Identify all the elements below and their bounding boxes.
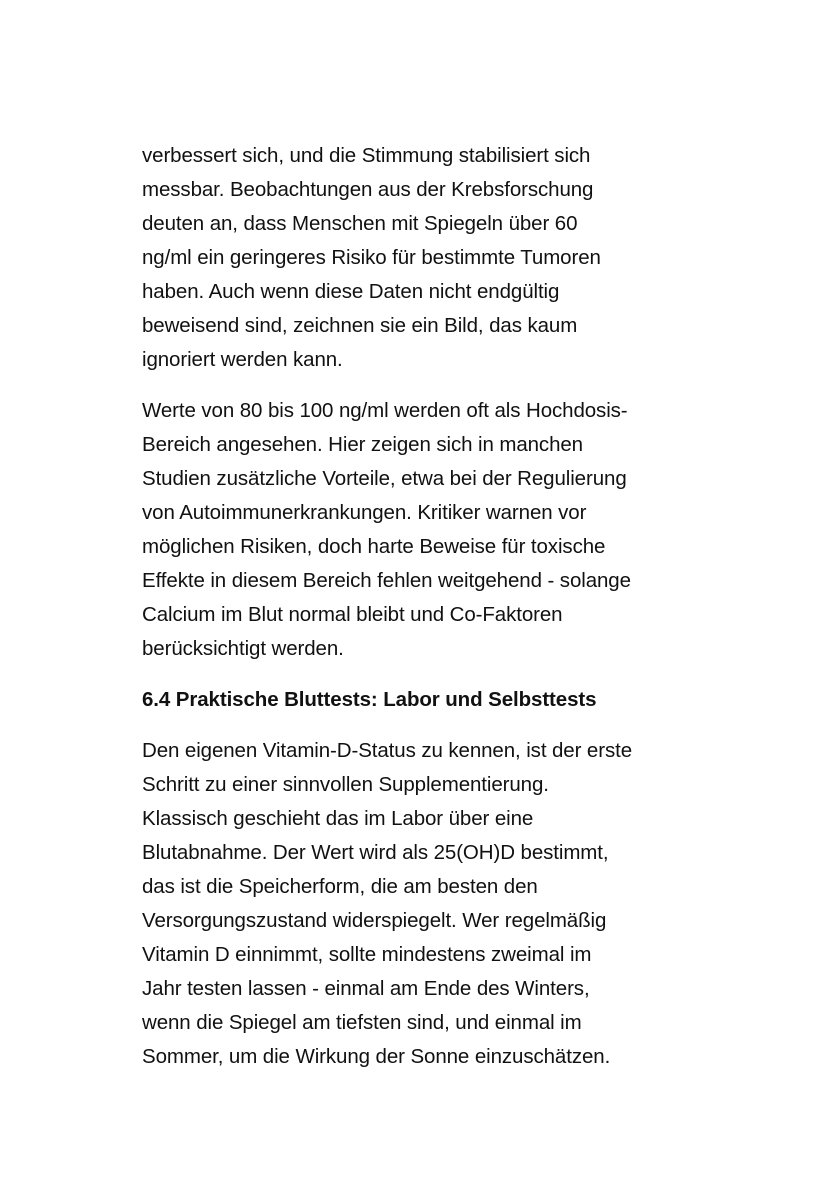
text-line: deuten an, dass Menschen mit Spiegeln über 60 xyxy=(142,212,578,235)
text-line: ignoriert werden kann. xyxy=(142,348,343,371)
text-line: Werte von 80 bis 100 ng/ml werden oft als Hochdosis- xyxy=(142,399,628,422)
text-line: Studien zusätzliche Vorteile, etwa bei der Regulierung xyxy=(142,467,627,490)
text-line: Blutabnahme. Der Wert wird als 25(OH)D bestimmt, xyxy=(142,841,609,864)
heading-text: 6.4 Praktische Bluttests: Labor und Selbsttests xyxy=(142,688,597,711)
paragraph-vitamin-d-benefits xyxy=(142,139,712,377)
text-line: berücksichtigt werden. xyxy=(142,637,344,660)
paragraph-blood-tests xyxy=(142,734,712,1074)
text-line: haben. Auch wenn diese Daten nicht endgültig xyxy=(142,280,560,303)
text-line: möglichen Risiken, doch harte Beweise für toxische xyxy=(142,535,606,558)
text-line: das ist die Speicherform, die am besten den xyxy=(142,875,538,898)
text-line: Calcium im Blut normal bleibt und Co-Faktoren xyxy=(142,603,563,626)
text-line: Jahr testen lassen - einmal am Ende des Winters, xyxy=(142,977,590,1000)
text-line: wenn die Spiegel am tiefsten sind, und einmal im xyxy=(142,1011,582,1034)
paragraph-high-dose-range xyxy=(142,394,712,666)
text-line: Schritt zu einer sinnvollen Supplementierung. xyxy=(142,773,549,796)
text-line: Effekte in diesem Bereich fehlen weitgehend - solange xyxy=(142,569,631,592)
text-line: verbessert sich, und die Stimmung stabilisiert sich xyxy=(142,144,591,167)
text-line: Sommer, um die Wirkung der Sonne einzuschätzen. xyxy=(142,1045,611,1068)
text-line: Versorgungszustand widerspiegelt. Wer regelmäßig xyxy=(142,909,607,932)
document-page xyxy=(142,139,712,1091)
text-line: von Autoimmunerkrankungen. Kritiker warnen vor xyxy=(142,501,587,524)
text-line: Bereich angesehen. Hier zeigen sich in manchen xyxy=(142,433,583,456)
text-line: beweisend sind, zeichnen sie ein Bild, das kaum xyxy=(142,314,578,337)
text-line: Vitamin D einnimmt, sollte mindestens zweimal im xyxy=(142,943,592,966)
text-line: messbar. Beobachtungen aus der Krebsforschung xyxy=(142,178,594,201)
text-line: ng/ml ein geringeres Risiko für bestimmte Tumoren xyxy=(142,246,601,269)
text-line: Den eigenen Vitamin-D-Status zu kennen, ist der erste xyxy=(142,739,633,762)
text-line: Klassisch geschieht das im Labor über eine xyxy=(142,807,534,830)
section-heading xyxy=(142,683,712,717)
